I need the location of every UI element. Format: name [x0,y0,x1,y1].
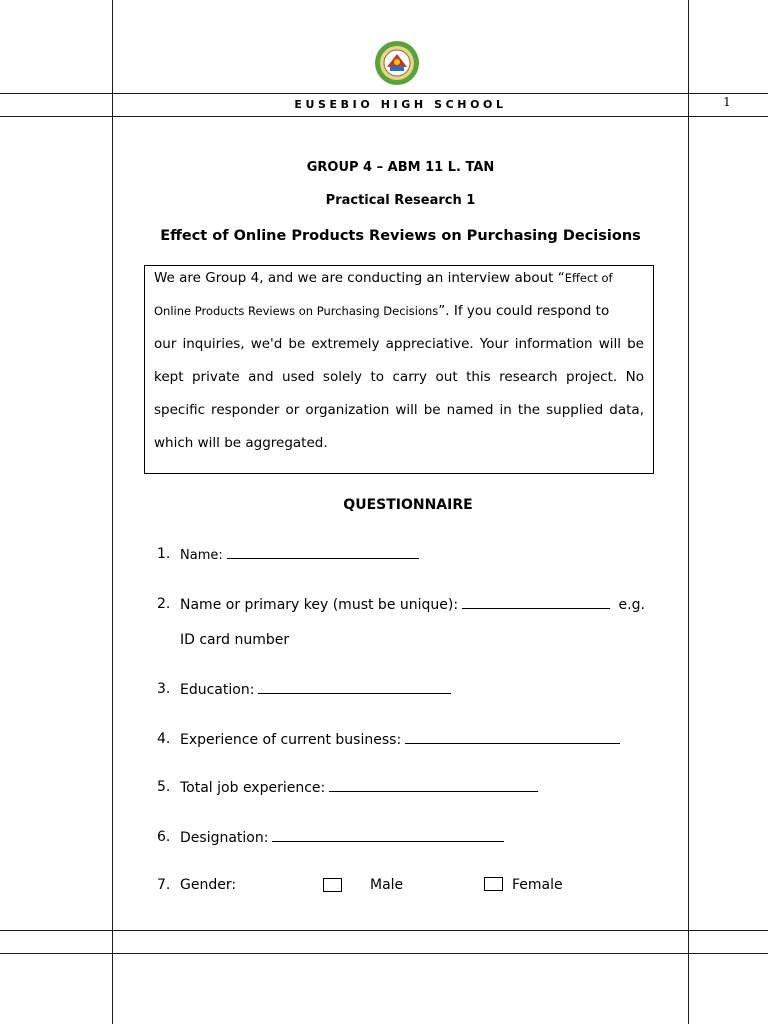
male-checkbox[interactable] [323,878,342,892]
intro-line-1: We are Group 4, and we are conducting an interview about “Effect of [154,270,613,286]
question-number: 7. [157,877,171,893]
question-gender: Gender: [180,877,237,893]
question-business-experience: Experience of current business: [180,731,620,748]
header-top-line [0,93,768,94]
business-experience-blank-field[interactable] [405,731,620,744]
intro-line-4: kept private and used solely to carry out this research project. No [154,369,644,385]
intro-line-3: our inquiries, we'd be extremely appreciative. Your information will be [154,336,644,352]
question-number: 5. [157,779,171,795]
school-seal-logo [374,40,420,86]
question-number: 4. [157,731,171,747]
job-experience-blank-field[interactable] [329,779,538,792]
primary-key-blank-field[interactable] [462,596,610,609]
question-designation: Designation: [180,829,504,846]
education-blank-field[interactable] [258,681,451,694]
intro-line-5: specific responder or organization will be named in the supplied data, [154,402,644,418]
questionnaire-title: QUESTIONNAIRE [343,497,473,513]
question-number: 2. [157,596,171,612]
group-heading: GROUP 4 – ABM 11 L. TAN [306,160,495,175]
school-name: EUSEBIO HIGH SCHOOL [294,98,507,111]
name-blank-field[interactable] [227,546,419,559]
question-number: 6. [157,829,171,845]
question-number: 1. [157,546,171,562]
question-primary-key: Name or primary key (must be unique): e.g. [180,597,645,613]
research-title: Effect of Online Products Reviews on Purchasing Decisions [160,228,641,244]
male-option-label: Male [370,877,404,893]
female-checkbox[interactable] [484,877,503,891]
header-bottom-line [0,116,768,117]
intro-line-6: which will be aggregated. [154,435,328,451]
footer-bottom-line [0,953,768,954]
question-job-experience: Total job experience: [180,779,538,796]
question-education: Education: [180,681,451,698]
designation-blank-field[interactable] [272,829,504,842]
question-number: 3. [157,681,171,697]
question-primary-key-continuation: ID card number [180,632,290,648]
subject-heading: Practical Research 1 [325,193,476,208]
question-name: Name: [180,546,419,563]
intro-line-2: Online Products Reviews on Purchasing Decisions”. If you could respond to [154,303,610,319]
intro-box [144,265,654,474]
page-number: 1 [723,95,731,109]
footer-top-line [0,930,768,931]
female-option-label: Female [512,877,563,893]
